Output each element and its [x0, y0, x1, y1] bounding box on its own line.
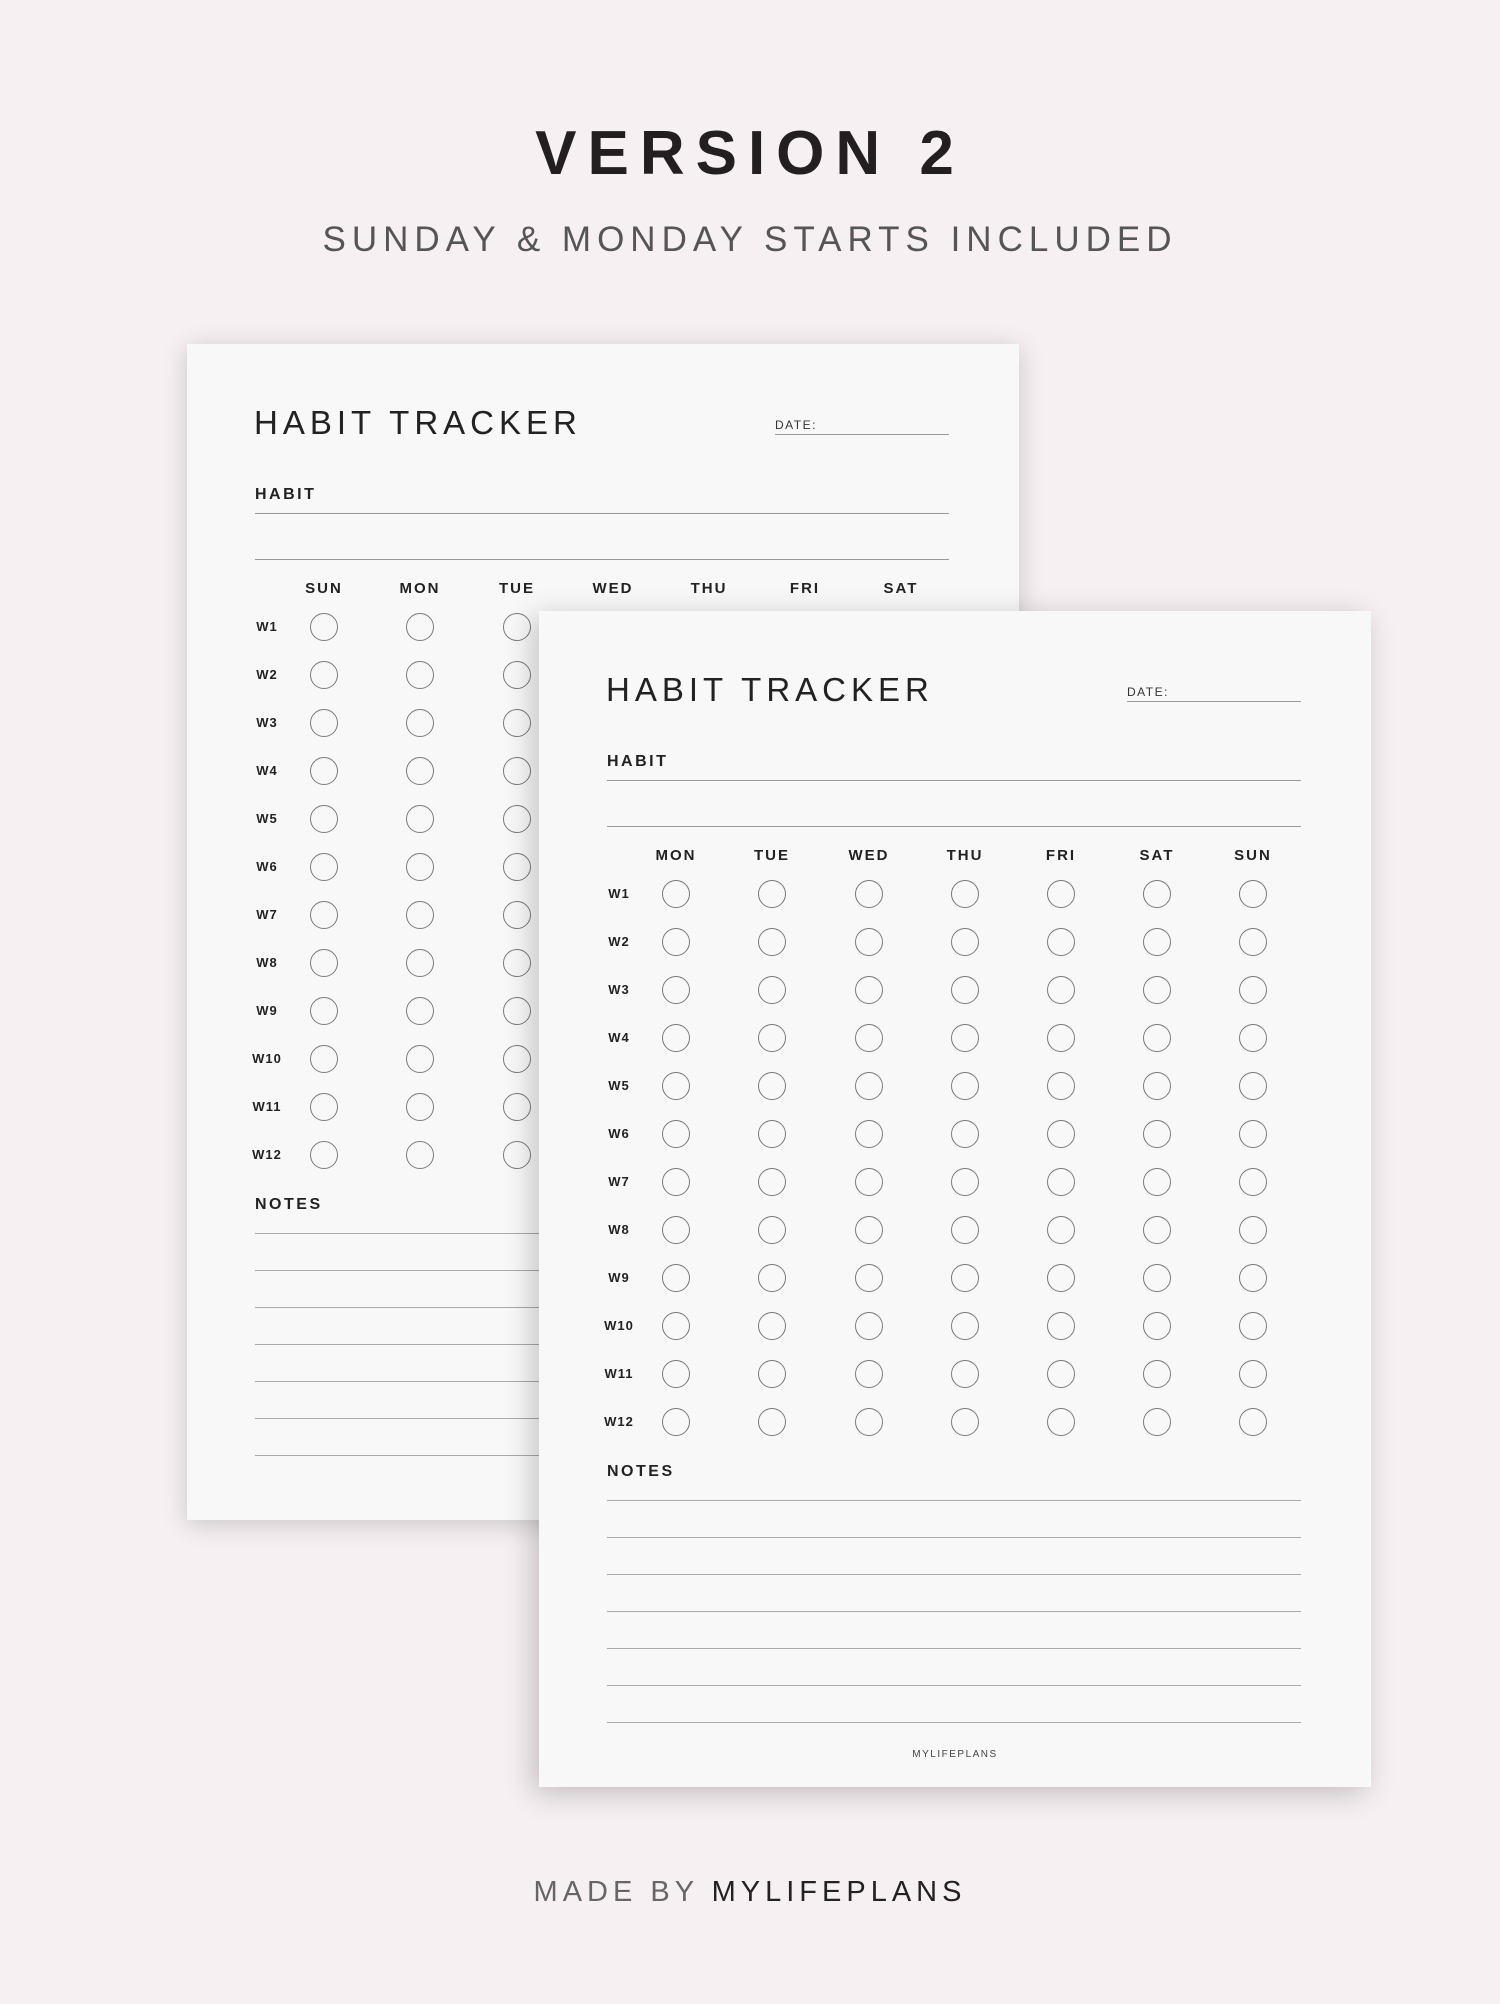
habit-checkbox[interactable] [662, 880, 690, 908]
habit-tracker-sheet-monday-start [539, 611, 1371, 1787]
habit-checkbox[interactable] [662, 1360, 690, 1388]
week-label: W6 [608, 1126, 630, 1141]
habit-checkbox[interactable] [503, 1045, 531, 1073]
habit-checkbox[interactable] [855, 1024, 883, 1052]
habit-checkbox[interactable] [310, 1045, 338, 1073]
habit-checkbox[interactable] [855, 1408, 883, 1436]
habit-checkbox[interactable] [951, 1408, 979, 1436]
habit-checkbox[interactable] [855, 976, 883, 1004]
habit-line[interactable] [255, 513, 949, 514]
habit-label: HABIT [255, 486, 317, 503]
habit-checkbox[interactable] [406, 709, 434, 737]
habit-checkbox[interactable] [406, 1093, 434, 1121]
habit-checkbox[interactable] [662, 1312, 690, 1340]
habit-line[interactable] [607, 780, 1301, 781]
habit-checkbox[interactable] [1239, 1360, 1267, 1388]
week-label: W11 [252, 1099, 282, 1114]
habit-label: HABIT [607, 753, 669, 770]
habit-checkbox[interactable] [662, 1120, 690, 1148]
notes-line[interactable] [607, 1537, 1301, 1538]
habit-checkbox[interactable] [1047, 976, 1075, 1004]
sheet-footer-brand: MYLIFEPLANS [912, 1749, 998, 1760]
habit-checkbox[interactable] [503, 805, 531, 833]
habit-checkbox[interactable] [758, 1216, 786, 1244]
notes-line[interactable] [607, 1648, 1301, 1649]
habit-checkbox[interactable] [1047, 1264, 1075, 1292]
habit-checkbox[interactable] [1143, 1168, 1171, 1196]
habit-checkbox[interactable] [951, 928, 979, 956]
footer-brand: MYLIFEPLANS [711, 1876, 967, 1908]
week-label: W10 [252, 1051, 282, 1066]
habit-checkbox[interactable] [503, 661, 531, 689]
notes-line[interactable] [607, 1722, 1301, 1723]
day-header: THU [946, 847, 984, 864]
week-label: W4 [608, 1030, 630, 1045]
habit-checkbox[interactable] [1143, 1408, 1171, 1436]
week-label: W5 [608, 1078, 630, 1093]
habit-checkbox[interactable] [310, 709, 338, 737]
habit-checkbox[interactable] [1143, 1024, 1171, 1052]
day-header: SUN [305, 580, 343, 597]
habit-checkbox[interactable] [503, 757, 531, 785]
habit-checkbox[interactable] [406, 1141, 434, 1169]
habit-checkbox[interactable] [310, 613, 338, 641]
habit-checkbox[interactable] [1143, 1360, 1171, 1388]
week-label: W4 [256, 763, 278, 778]
habit-checkbox[interactable] [758, 1408, 786, 1436]
habit-checkbox[interactable] [662, 1024, 690, 1052]
habit-checkbox[interactable] [855, 1264, 883, 1292]
habit-checkbox[interactable] [951, 1024, 979, 1052]
day-header: MON [655, 847, 697, 864]
habit-checkbox[interactable] [855, 1168, 883, 1196]
notes-label: NOTES [607, 1463, 675, 1480]
habit-checkbox[interactable] [1047, 1168, 1075, 1196]
day-header: WED [848, 847, 890, 864]
notes-line[interactable] [607, 1574, 1301, 1575]
week-label: W2 [256, 667, 278, 682]
habit-checkbox[interactable] [1047, 1024, 1075, 1052]
week-label: W9 [608, 1270, 630, 1285]
habit-checkbox[interactable] [855, 880, 883, 908]
week-label: W8 [256, 955, 278, 970]
habit-checkbox[interactable] [758, 1264, 786, 1292]
day-header: TUE [754, 847, 790, 864]
habit-checkbox[interactable] [1239, 1216, 1267, 1244]
habit-checkbox[interactable] [951, 1072, 979, 1100]
day-header: TUE [499, 580, 535, 597]
footer-prefix: MADE BY [533, 1876, 712, 1908]
habit-checkbox[interactable] [1047, 880, 1075, 908]
habit-checkbox[interactable] [1239, 976, 1267, 1004]
habit-checkbox[interactable] [503, 901, 531, 929]
habit-checkbox[interactable] [758, 880, 786, 908]
habit-checkbox[interactable] [758, 1360, 786, 1388]
date-line[interactable] [1127, 701, 1301, 702]
date-label: DATE: [1127, 685, 1169, 699]
page-subtitle: SUNDAY & MONDAY STARTS INCLUDED [322, 220, 1178, 259]
habit-checkbox[interactable] [310, 949, 338, 977]
habit-checkbox[interactable] [758, 1120, 786, 1148]
habit-checkbox[interactable] [1047, 928, 1075, 956]
day-header: FRI [789, 580, 821, 597]
habit-checkbox[interactable] [503, 613, 531, 641]
habit-checkbox[interactable] [1143, 1072, 1171, 1100]
habit-checkbox[interactable] [662, 976, 690, 1004]
habit-checkbox[interactable] [406, 805, 434, 833]
habit-checkbox[interactable] [758, 1024, 786, 1052]
week-label: W3 [608, 982, 630, 997]
habit-checkbox[interactable] [855, 1216, 883, 1244]
day-header: SUN [1234, 847, 1272, 864]
habit-checkbox[interactable] [503, 997, 531, 1025]
habit-checkbox[interactable] [662, 1072, 690, 1100]
habit-checkbox[interactable] [1047, 1312, 1075, 1340]
habit-checkbox[interactable] [1047, 1216, 1075, 1244]
day-header: WED [592, 580, 634, 597]
habit-checkbox[interactable] [406, 853, 434, 881]
habit-checkbox[interactable] [1239, 1072, 1267, 1100]
day-header: SAT [883, 580, 919, 597]
habit-checkbox[interactable] [951, 1312, 979, 1340]
habit-checkbox[interactable] [1143, 1216, 1171, 1244]
week-label: W2 [608, 934, 630, 949]
date-label: DATE: [775, 418, 817, 432]
week-label: W11 [604, 1366, 634, 1381]
week-label: W12 [252, 1147, 282, 1162]
habit-checkbox[interactable] [855, 928, 883, 956]
habit-checkbox[interactable] [1239, 1312, 1267, 1340]
sheet-title: HABIT TRACKER [254, 404, 582, 441]
habit-checkbox[interactable] [855, 1312, 883, 1340]
habit-checkbox[interactable] [855, 1360, 883, 1388]
habit-checkbox[interactable] [662, 1216, 690, 1244]
habit-line[interactable] [607, 826, 1301, 827]
habit-checkbox[interactable] [1239, 1264, 1267, 1292]
habit-checkbox[interactable] [951, 1120, 979, 1148]
week-label: W1 [256, 619, 278, 634]
habit-checkbox[interactable] [310, 1093, 338, 1121]
habit-checkbox[interactable] [503, 1141, 531, 1169]
habit-checkbox[interactable] [1143, 1312, 1171, 1340]
habit-line[interactable] [255, 559, 949, 560]
notes-line[interactable] [607, 1611, 1301, 1612]
habit-checkbox[interactable] [855, 1120, 883, 1148]
habit-checkbox[interactable] [758, 1072, 786, 1100]
habit-checkbox[interactable] [406, 613, 434, 641]
habit-checkbox[interactable] [662, 1168, 690, 1196]
habit-checkbox[interactable] [951, 880, 979, 908]
habit-checkbox[interactable] [406, 1045, 434, 1073]
habit-checkbox[interactable] [1239, 880, 1267, 908]
habit-checkbox[interactable] [406, 661, 434, 689]
habit-checkbox[interactable] [662, 1408, 690, 1436]
date-line[interactable] [775, 434, 949, 435]
habit-checkbox[interactable] [951, 1168, 979, 1196]
habit-checkbox[interactable] [406, 997, 434, 1025]
habit-checkbox[interactable] [1047, 1072, 1075, 1100]
week-label: W12 [604, 1414, 634, 1429]
habit-checkbox[interactable] [1239, 1120, 1267, 1148]
habit-checkbox[interactable] [503, 1093, 531, 1121]
habit-checkbox[interactable] [1239, 1408, 1267, 1436]
habit-checkbox[interactable] [310, 1141, 338, 1169]
sheet-title: HABIT TRACKER [606, 671, 934, 708]
habit-checkbox[interactable] [1143, 928, 1171, 956]
habit-checkbox[interactable] [1239, 1024, 1267, 1052]
week-label: W5 [256, 811, 278, 826]
habit-checkbox[interactable] [951, 1264, 979, 1292]
week-label: W6 [256, 859, 278, 874]
habit-checkbox[interactable] [503, 709, 531, 737]
habit-checkbox[interactable] [1143, 1264, 1171, 1292]
habit-checkbox[interactable] [758, 1168, 786, 1196]
habit-checkbox[interactable] [1239, 1168, 1267, 1196]
habit-checkbox[interactable] [406, 949, 434, 977]
week-label: W7 [608, 1174, 630, 1189]
habit-checkbox[interactable] [1143, 1120, 1171, 1148]
week-label: W7 [256, 907, 278, 922]
habit-checkbox[interactable] [310, 805, 338, 833]
habit-checkbox[interactable] [310, 901, 338, 929]
notes-line[interactable] [607, 1500, 1301, 1501]
habit-checkbox[interactable] [1047, 1120, 1075, 1148]
habit-checkbox[interactable] [1143, 880, 1171, 908]
habit-checkbox[interactable] [951, 976, 979, 1004]
week-label: W1 [608, 886, 630, 901]
habit-checkbox[interactable] [406, 901, 434, 929]
habit-checkbox[interactable] [406, 757, 434, 785]
habit-checkbox[interactable] [310, 997, 338, 1025]
day-header: FRI [1045, 847, 1077, 864]
day-header: MON [399, 580, 441, 597]
habit-checkbox[interactable] [662, 928, 690, 956]
week-label: W10 [604, 1318, 634, 1333]
day-header: SAT [1139, 847, 1175, 864]
habit-checkbox[interactable] [758, 1312, 786, 1340]
habit-checkbox[interactable] [503, 949, 531, 977]
habit-checkbox[interactable] [758, 976, 786, 1004]
habit-checkbox[interactable] [503, 853, 531, 881]
habit-checkbox[interactable] [758, 928, 786, 956]
habit-checkbox[interactable] [662, 1264, 690, 1292]
page-title: VERSION 2 [535, 119, 965, 188]
habit-checkbox[interactable] [310, 757, 338, 785]
habit-checkbox[interactable] [310, 853, 338, 881]
week-label: W8 [608, 1222, 630, 1237]
habit-checkbox[interactable] [951, 1216, 979, 1244]
week-label: W9 [256, 1003, 278, 1018]
habit-checkbox[interactable] [951, 1360, 979, 1388]
habit-checkbox[interactable] [1143, 976, 1171, 1004]
habit-checkbox[interactable] [1047, 1408, 1075, 1436]
week-label: W3 [256, 715, 278, 730]
footer-credit [0, 1876, 1500, 1909]
notes-label: NOTES [255, 1196, 323, 1213]
day-header: THU [690, 580, 728, 597]
habit-checkbox[interactable] [310, 661, 338, 689]
habit-checkbox[interactable] [855, 1072, 883, 1100]
habit-checkbox[interactable] [1239, 928, 1267, 956]
notes-line[interactable] [607, 1685, 1301, 1686]
habit-checkbox[interactable] [1047, 1360, 1075, 1388]
